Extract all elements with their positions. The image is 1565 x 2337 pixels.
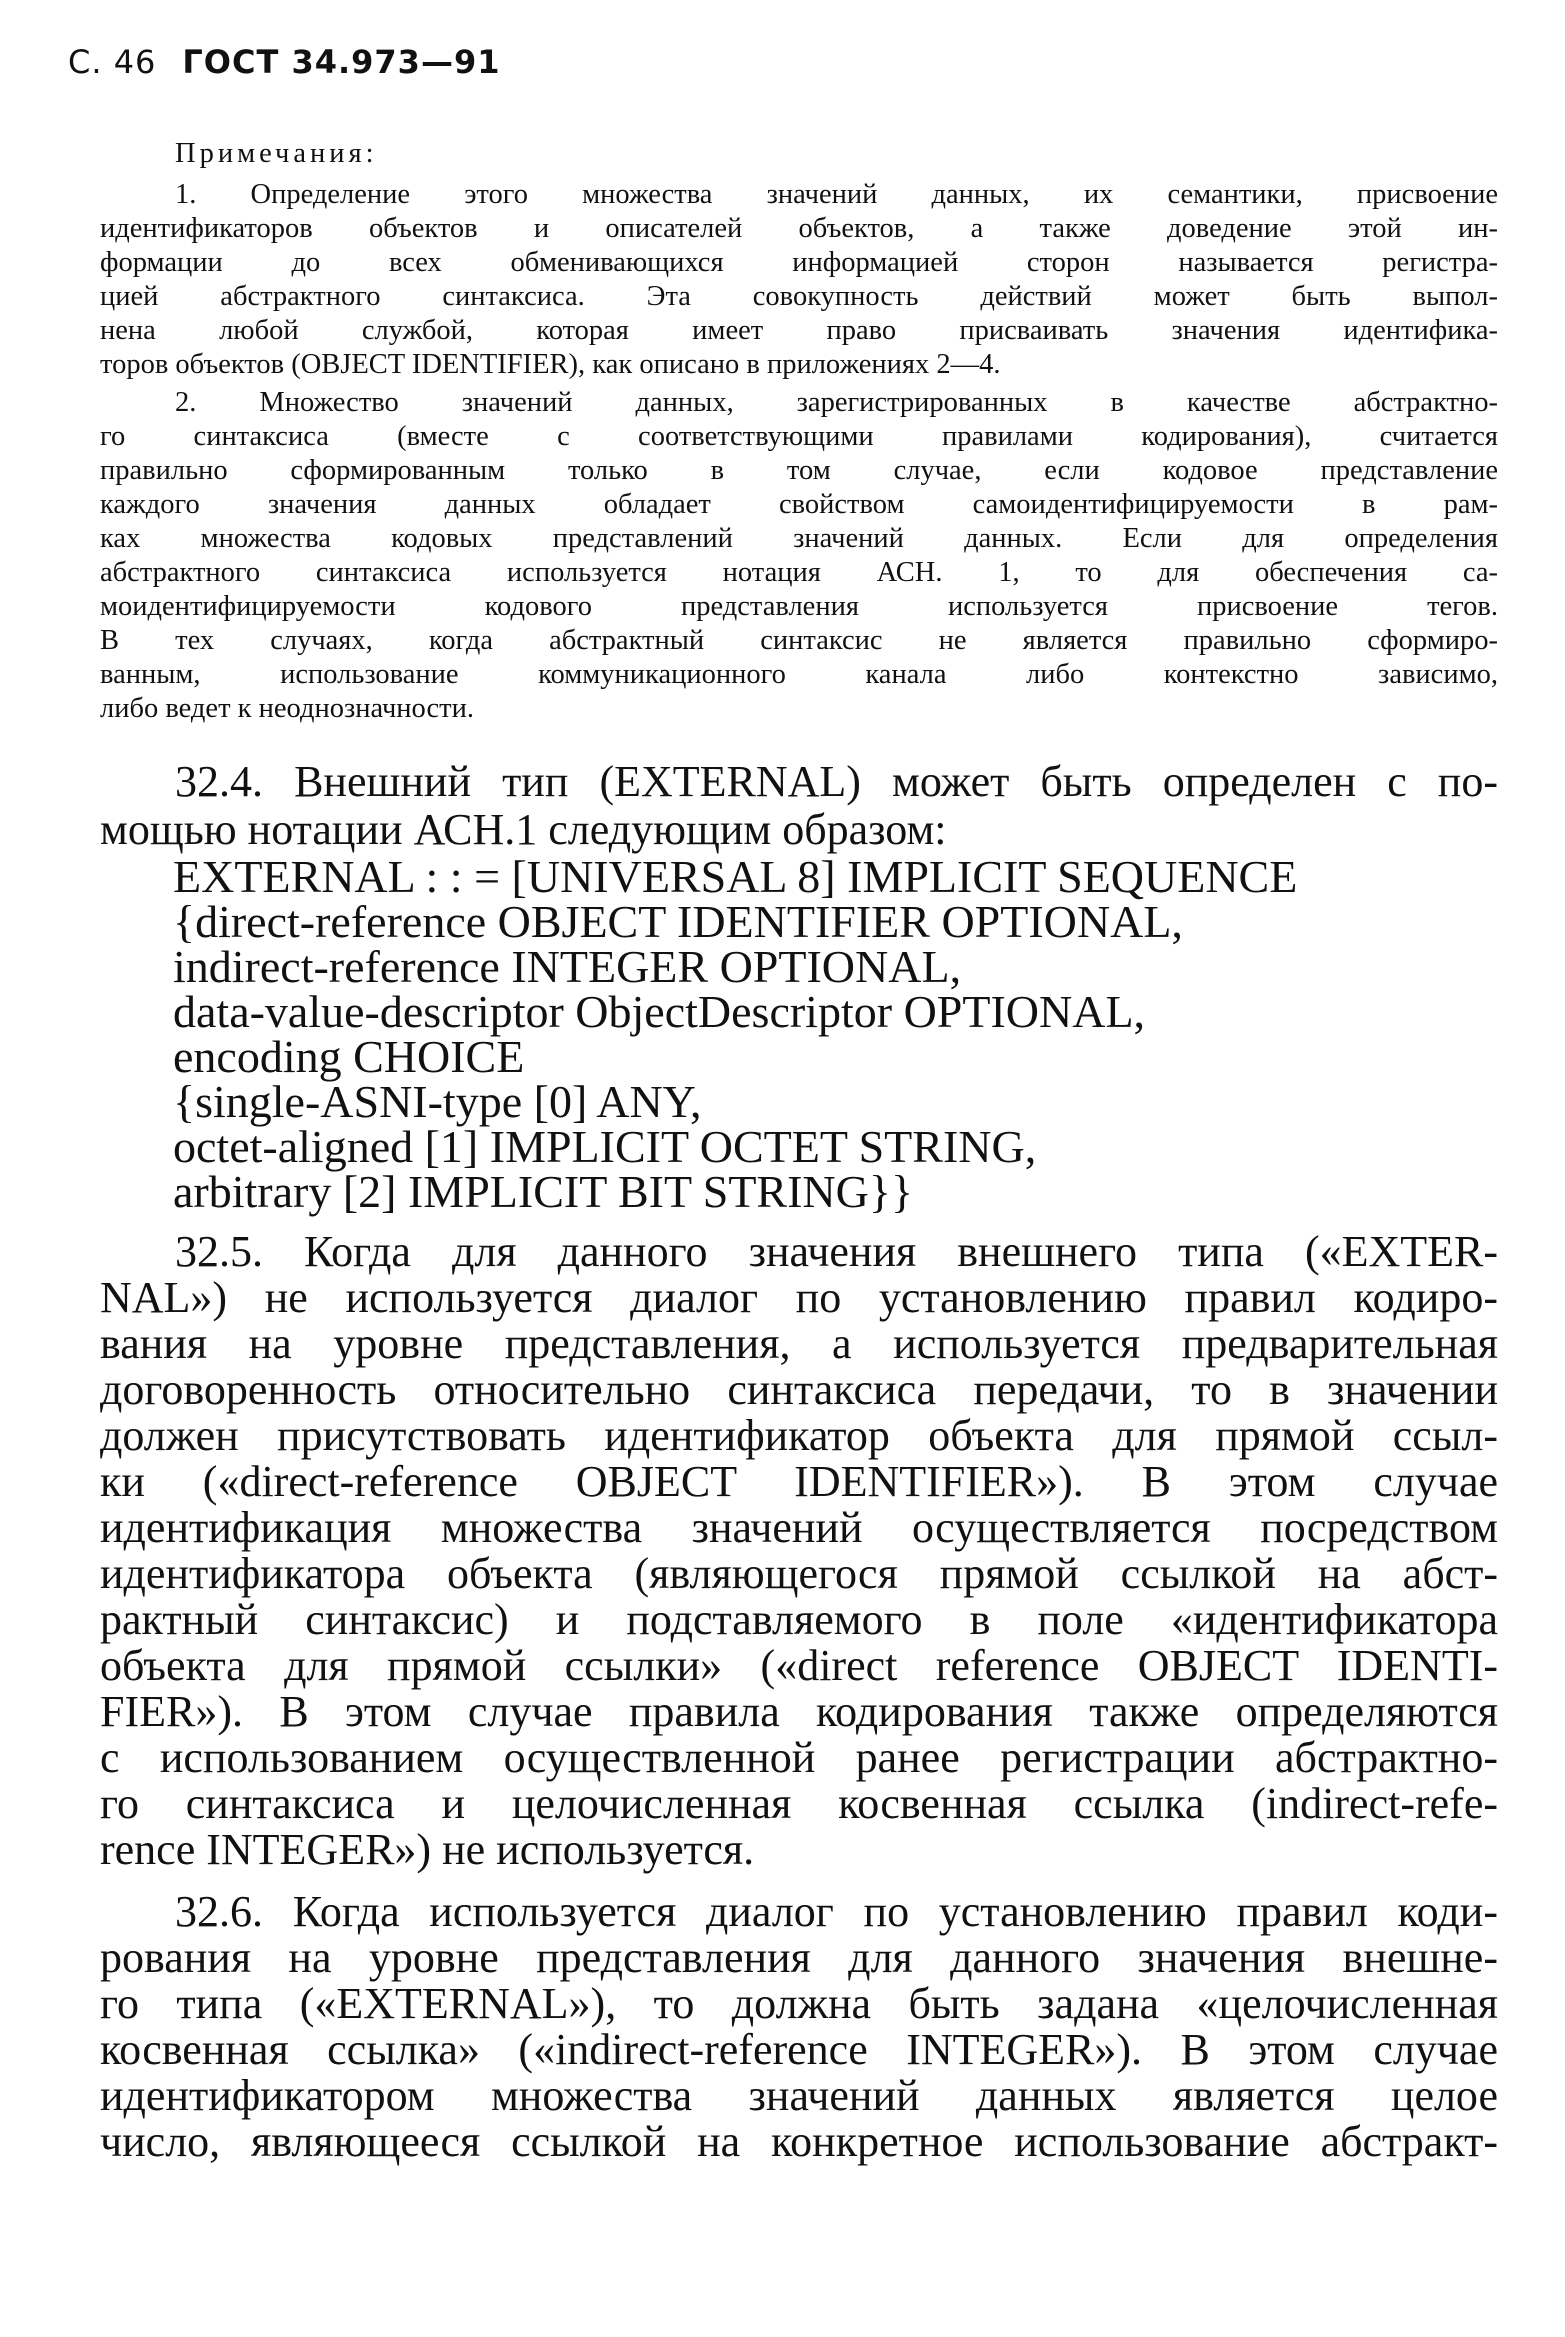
note-line: цией абстрактного синтаксиса. Эта совокупность действий может быть выпол- [100,281,1498,312]
note-line: ках множества кодовых представлений значений данных. Если для определения [100,523,1498,554]
note-line: торов объектов (OBJECT IDENTIFIER), как описано в приложениях 2—4. [100,349,1001,380]
standard-code: ГОСТ 34.973—91 [182,43,501,81]
paragraph-line: rence INTEGER») не используется. [100,1825,755,1874]
code-line: encoding CHOICE [173,1031,525,1082]
note-line: ванным, использование коммуникационного канала либо контекстно зависимо, [100,659,1498,690]
paragraph-line: число, являющееся ссылкой на конкретное использование абстракт- [100,2117,1498,2166]
paragraph-line: 32.6. Когда используется диалог по установлению правил коди- [175,1887,1498,1936]
note-line: правильно сформированным только в том случае, если кодовое представление [100,455,1498,486]
note-line: каждого значения данных обладает свойством самоидентифицируемости в рам- [100,489,1498,520]
paragraph-line: мощью нотации АСН.1 следующим образом: [100,805,947,854]
paragraph-line: идентификация множества значений осуществляется посредством [100,1503,1498,1552]
paragraph-line: ки («direct-reference OBJECT IDENTIFIER»). В этом случае [100,1457,1498,1506]
notes-title: Примечания: [175,138,378,169]
code-line: {direct-reference OBJECT IDENTIFIER OPTIONAL, [173,896,1183,947]
code-line: octet-aligned [1] IMPLICIT OCTET STRING, [173,1121,1037,1172]
note-line: го синтаксиса (вместе с соответствующими правилами кодирования), считается [100,421,1498,452]
code-line: data-value-descriptor ObjectDescriptor OPTIONAL, [173,986,1146,1037]
note-line: В тех случаях, когда абстрактный синтаксис не является правильно сформиро- [100,625,1498,656]
paragraph-line: го типа («EXTERNAL»), то должна быть задана «целочисленная [100,1979,1498,2028]
paragraph-line: 32.5. Когда для данного значения внешнего типа («EXTER- [175,1227,1498,1276]
page-number: С. 46 [68,43,157,81]
paragraph-line: 32.4. Внешний тип (EXTERNAL) может быть определен с по- [175,757,1498,806]
note-line: нена любой службой, которая имеет право присваивать значения идентифика- [100,315,1498,346]
code-line: EXTERNAL : : = [UNIVERSAL 8] IMPLICIT SEQUENCE [173,851,1298,902]
note-line: либо ведет к неоднозначности. [100,693,474,724]
code-line: indirect-reference INTEGER OPTIONAL, [173,941,962,992]
paragraph-line: го синтаксиса и целочисленная косвенная ссылка (indirect-refe- [100,1779,1498,1828]
paragraph-line: договоренность относительно синтаксиса передачи, то в значении [100,1365,1498,1414]
paragraph-line: косвенная ссылка» («indirect-reference INTEGER»). В этом случае [100,2025,1498,2074]
paragraph-line: идентификатора объекта (являющегося прямой ссылкой на абст- [100,1549,1498,1598]
note-line: 2. Множество значений данных, зарегистрированных в качестве абстрактно- [175,387,1498,418]
code-line: {single-ASNI-type [0] ANY, [173,1076,702,1127]
note-line: формации до всех обменивающихся информацией сторон называется регистра- [100,247,1498,278]
paragraph-line: рования на уровне представления для данного значения внешне- [100,1933,1498,1982]
note-line: 1. Определение этого множества значений данных, их семантики, присвоение [175,179,1498,210]
note-line: идентификаторов объектов и описателей объектов, а также доведение этой ин- [100,213,1498,244]
code-line: arbitrary [2] IMPLICIT BIT STRING}} [173,1166,914,1217]
paragraph-line: рактный синтаксис) и подставляемого в поле «идентификатора [100,1595,1498,1644]
paragraph-line: NAL») не используется диалог по установлению правил кодиро- [100,1273,1498,1322]
paragraph-line: вания на уровне представления, а используется предварительная [100,1319,1498,1368]
note-line: абстрактного синтаксиса используется нотация АСН. 1, то для обеспечения са- [100,557,1498,588]
paragraph-line: FIER»). В этом случае правила кодирования также определяются [100,1687,1498,1736]
paragraph-line: объекта для прямой ссылки» («direct reference OBJECT IDENTI- [100,1641,1498,1690]
paragraph-line: идентификатором множества значений данных является целое [100,2071,1498,2120]
note-line: моидентифицируемости кодового представления используется присвоение тегов. [100,591,1498,622]
paragraph-line: с использованием осуществленной ранее регистрации абстрактно- [100,1733,1498,1782]
paragraph-line: должен присутствовать идентификатор объекта для прямой ссыл- [100,1411,1498,1460]
page-header [68,42,500,82]
